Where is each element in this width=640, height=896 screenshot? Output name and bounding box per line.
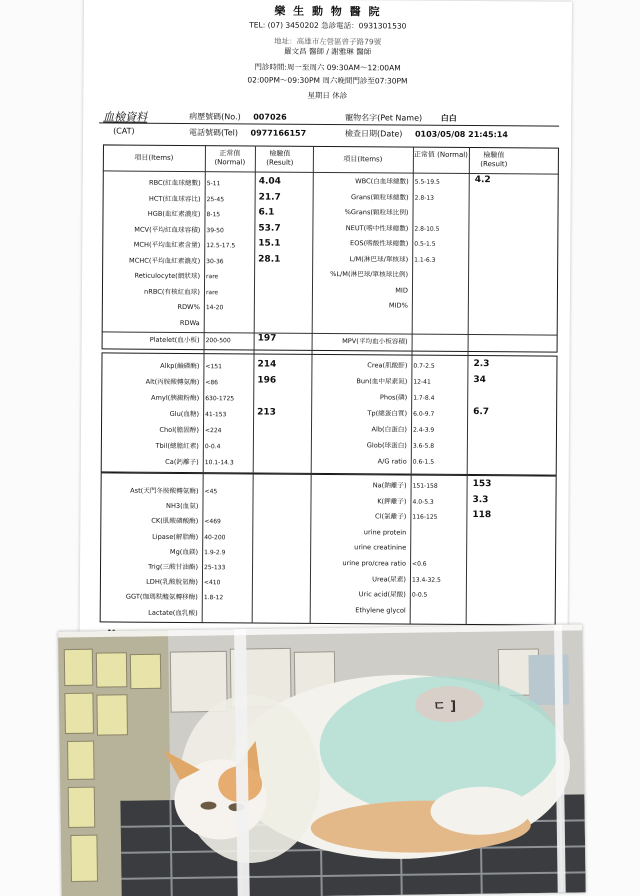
record-number-label: 病歷號碼(No.) [189, 112, 241, 122]
test-name: Mg(血鎂) [169, 547, 199, 556]
test-name: Amyl(胰澱粉酶) [150, 393, 200, 403]
header-result-left: 檢驗值 (Result) [266, 149, 294, 167]
normal-range: 0-0.4 [204, 443, 221, 451]
test-name: Reticulocyte(網狀球) [134, 271, 201, 281]
normal-range: 1.1-6.3 [414, 256, 436, 264]
test-name: Tbil(總膽紅素) [155, 441, 199, 451]
normal-range: 2.8-13 [414, 194, 434, 202]
normal-range: 30-36 [206, 257, 224, 265]
report-title: 血檢資料 [103, 110, 148, 124]
test-name: MPV(平均血小板容積) [342, 337, 408, 346]
test-name: Glob(球蛋白) [366, 441, 407, 450]
test-name: urine creatinine [354, 543, 407, 552]
result-value: 6.1 [258, 207, 275, 218]
result-value: 196 [257, 375, 277, 386]
test-name: WBC(白血球總數) [355, 177, 409, 186]
result-value: 4.2 [474, 175, 491, 186]
normal-range: 0.5-1.5 [414, 240, 436, 248]
header-item-right: 項目(Items) [343, 155, 383, 164]
test-name: %Grans(顆粒球比例) [344, 208, 409, 217]
test-name: L/M(淋巴球/單核球) [349, 254, 409, 264]
test-name: Bun(血中尿素氮) [356, 377, 408, 386]
date-value: 0103/05/08 21:45:14 [414, 129, 508, 140]
result-value: 21.7 [258, 192, 281, 203]
normal-range: 200-500 [205, 337, 231, 345]
normal-range: 6.0-9.7 [413, 410, 435, 418]
normal-range: 116-125 [412, 513, 438, 521]
normal-range: 25-45 [206, 195, 225, 203]
test-name: %L/M(淋巴球/單核球比例) [330, 270, 409, 279]
result-value: 213 [257, 407, 276, 418]
normal-range: 5.5-19.5 [414, 178, 440, 186]
test-name: Grans(顆粒球總數) [351, 192, 409, 202]
result-value: 2.3 [473, 359, 490, 370]
normal-range: 5-11 [206, 180, 221, 188]
normal-range: 39-50 [206, 226, 224, 234]
hospital-contact: TEL: (07) 3450202 急診電話：0931301530 [249, 20, 407, 31]
normal-range: 8-15 [206, 211, 221, 219]
test-name: NH3(血氨) [166, 502, 199, 511]
normal-range: 3.6-5.8 [412, 442, 435, 450]
normal-range: 0.7-2.5 [413, 362, 435, 370]
hospital-address: 地址：高雄市左營區曾子路79號 [274, 36, 382, 47]
pet-name-label: 寵物名字(Pet Name) [345, 113, 423, 123]
test-name: Crea(肌酸酐) [367, 361, 408, 370]
test-name: Alt(丙胺酸轉氨酶) [145, 377, 200, 387]
normal-range: <86 [205, 379, 219, 387]
test-name: MCH(平均血紅素含量) [133, 240, 201, 250]
phone-value: 0977166157 [250, 128, 307, 138]
result-value: 15.1 [258, 238, 281, 249]
test-name: RDW% [177, 302, 200, 312]
normal-range: 630-1725 [205, 395, 235, 403]
normal-range: 13.4-32.5 [411, 576, 441, 584]
hospital-hours-1: 門診時間:周一至周六 09:30AM～12:00AM [254, 62, 401, 73]
result-value: 28.1 [258, 254, 281, 265]
date-label: 檢查日期(Date) [345, 129, 403, 139]
normal-range: rare [205, 288, 219, 296]
normal-range: 14-20 [205, 304, 224, 312]
hospital-hours-3: 星期日 休診 [307, 90, 348, 101]
result-value: 34 [473, 375, 486, 386]
normal-range: 151-158 [412, 482, 438, 490]
normal-range: 0.6-1.5 [412, 458, 435, 466]
test-name: Ast(天門冬胺酸轉氨酶) [130, 486, 199, 496]
header-normal-left: 正常值 (Normal) [214, 149, 246, 167]
normal-range: 25-133 [204, 564, 226, 572]
normal-range: 40-200 [204, 533, 226, 541]
hospital-name: 樂 生 動 物 醫 院 [274, 4, 382, 19]
normal-range: 1.9-2.9 [204, 548, 226, 557]
record-number-value: 007026 [253, 112, 287, 122]
result-value: 153 [472, 479, 492, 490]
test-name: urine protein [363, 528, 407, 537]
test-name: Cl(氯離子) [374, 512, 407, 521]
normal-range: 12-41 [413, 378, 431, 386]
test-name: MID [395, 285, 409, 295]
normal-range: 4.0-5.3 [412, 498, 434, 506]
test-name: MID% [388, 301, 408, 310]
test-name: Urea(尿素) [372, 574, 406, 584]
hospital-doctors: 羅文昌 醫師 / 謝雅琳 醫師 [284, 46, 372, 57]
test-name: Uric acid(尿酸) [358, 590, 406, 599]
test-name: NEUT(嗜中性球總數) [345, 223, 409, 233]
bandage-mark: ㄷ ] [433, 699, 457, 715]
hospital-hours-2: 02:00PM～09:30PM 周六晚間門診至07:30PM [247, 75, 408, 86]
date-field [345, 128, 508, 140]
result-value: 214 [257, 359, 277, 370]
test-name: Tp(總蛋白質) [367, 409, 408, 418]
test-name: RDWa [179, 318, 200, 327]
header-item-left: 項目(Items) [134, 153, 174, 162]
test-name: RBC(紅血球總數) [148, 178, 201, 188]
report-title-en: (CAT) [113, 126, 135, 136]
normal-range: <410 [203, 579, 221, 587]
test-name: Lipase(解脂酶) [152, 532, 199, 541]
test-name: A/G ratio [377, 457, 407, 466]
phone-field [189, 127, 306, 139]
header-result-right: 檢驗值 (Result) [480, 151, 508, 169]
cat-in-cage-image [58, 624, 586, 896]
normal-range: rare [206, 273, 219, 281]
normal-range: 0-0.5 [411, 591, 428, 599]
test-name: CK(肌酸磷酸酶) [151, 517, 199, 526]
result-value: 53.7 [258, 223, 281, 234]
normal-range: 1.7-8.4 [413, 394, 435, 402]
result-value: 3.3 [472, 494, 489, 505]
phone-label: 電話號碼(Tel) [189, 128, 239, 138]
test-name: urine pro/crea ratio [342, 559, 407, 568]
pet-name-field [345, 112, 457, 124]
test-name: GGT(珈瑪麩醯氨轉移酶) [125, 592, 198, 602]
normal-range: 2.4-3.9 [412, 426, 435, 434]
result-value: 197 [257, 333, 277, 344]
result-value: 6.7 [473, 407, 490, 418]
test-name: Chol(膽固醇) [159, 425, 200, 435]
normal-range: <224 [204, 427, 222, 435]
test-name: Glu(血糖) [169, 409, 200, 419]
test-name: LDH(乳酸脫氫酶) [146, 577, 198, 587]
normal-range: <0.6 [412, 560, 427, 568]
test-name: K(鉀離子) [377, 496, 407, 506]
test-name: HGB(血紅素濃度) [147, 209, 201, 219]
normal-range: 2.8-10.5 [414, 225, 440, 233]
normal-range: 10.1-14.3 [204, 459, 234, 467]
title-underline [99, 122, 559, 126]
lab-report-sheet [79, 0, 572, 652]
result-value: 4.04 [258, 176, 281, 187]
record-number-field [189, 111, 287, 123]
normal-range: <151 [205, 363, 222, 371]
normal-range: <45 [204, 488, 218, 496]
test-name: MCV(平均紅血球容積) [134, 225, 201, 234]
normal-range: 1.8-12 [203, 594, 224, 602]
normal-range: 41-153 [205, 411, 227, 419]
test-name: Alb(白蛋白) [371, 425, 408, 434]
test-name: HCT(紅血球容比) [148, 194, 201, 203]
test-name: Lactate(血乳酸) [148, 608, 198, 617]
test-name: Na(鈉離子) [372, 481, 407, 490]
test-name: Trig(三酸甘油酯) [148, 562, 199, 572]
test-name: Platelet(血小板) [149, 335, 200, 345]
test-name: MCHC(平均血紅素濃度) [128, 256, 201, 265]
result-value: 118 [472, 510, 492, 521]
cat-photo [58, 624, 586, 896]
test-name: nRBC(有核紅血球) [144, 287, 200, 296]
test-name: Ethylene glycol [355, 606, 406, 615]
header-normal-right: 正常值 (Normal) [413, 150, 468, 159]
normal-range: <469 [204, 518, 221, 526]
test-name: Phos(磷) [379, 393, 408, 402]
normal-range: 12.5-17.5 [206, 242, 236, 250]
test-name: Ca(鈣離子) [165, 457, 199, 467]
test-name: EOS(嗜酸性球總數) [350, 239, 409, 248]
test-name: Alkp(鹼磷酶) [160, 361, 200, 371]
pet-name-value: 白白 [440, 113, 457, 123]
